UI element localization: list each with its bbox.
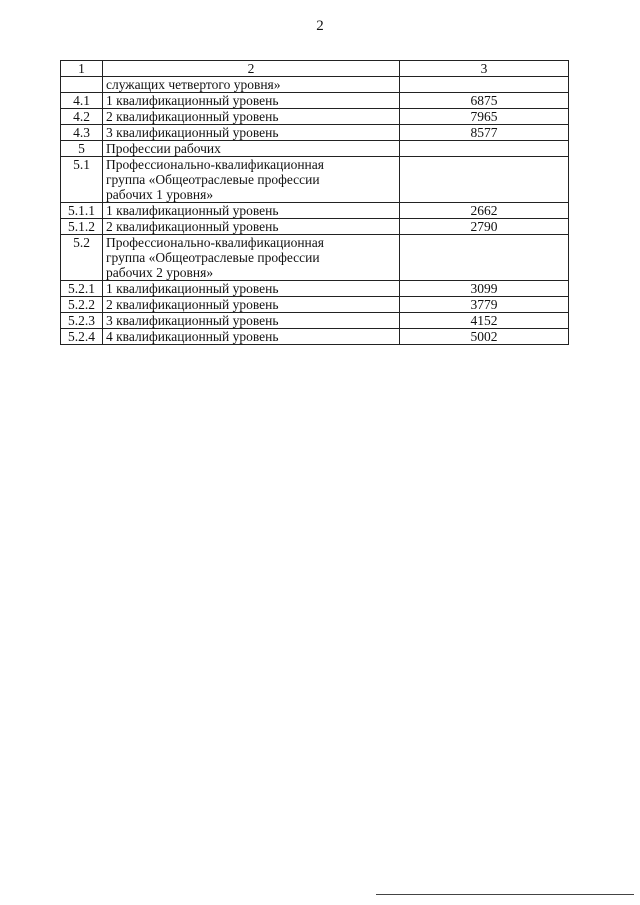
row-number: 5.2.4 bbox=[61, 329, 103, 345]
row-name: 4 квалификационный уровень bbox=[103, 329, 400, 345]
row-name: Профессионально-квалификационная группа «Общеотраслевые профессии рабочих 2 уровня» bbox=[103, 235, 400, 281]
row-value bbox=[400, 157, 569, 203]
salary-table bbox=[60, 60, 569, 345]
row-value: 2662 bbox=[400, 203, 569, 219]
table-row bbox=[61, 109, 569, 125]
row-name: Профессионально-квалификационная группа «Общеотраслевые профессии рабочих 1 уровня» bbox=[103, 157, 400, 203]
table-row bbox=[61, 93, 569, 109]
row-value bbox=[400, 141, 569, 157]
row-number: 5.1.2 bbox=[61, 219, 103, 235]
table-row bbox=[61, 313, 569, 329]
row-name: 3 квалификационный уровень bbox=[103, 313, 400, 329]
row-number: 5.2.1 bbox=[61, 281, 103, 297]
table-row bbox=[61, 297, 569, 313]
row-name: 2 квалификационный уровень bbox=[103, 219, 400, 235]
row-name: 1 квалификационный уровень bbox=[103, 203, 400, 219]
row-value: 5002 bbox=[400, 329, 569, 345]
row-value: 8577 bbox=[400, 125, 569, 141]
table-row bbox=[61, 125, 569, 141]
table-row bbox=[61, 77, 569, 93]
table-row bbox=[61, 281, 569, 297]
row-value: 4152 bbox=[400, 313, 569, 329]
row-value: 2790 bbox=[400, 219, 569, 235]
column-header-2: 2 bbox=[103, 61, 400, 77]
row-name: 3 квалификационный уровень bbox=[103, 125, 400, 141]
row-number: 5.2.2 bbox=[61, 297, 103, 313]
table-row bbox=[61, 157, 569, 203]
row-value: 6875 bbox=[400, 93, 569, 109]
row-name: 1 квалификационный уровень bbox=[103, 281, 400, 297]
table-header-row bbox=[61, 61, 569, 77]
row-value: 3099 bbox=[400, 281, 569, 297]
page-number: 2 bbox=[316, 18, 324, 34]
row-name: 2 квалификационный уровень bbox=[103, 109, 400, 125]
row-value bbox=[400, 77, 569, 93]
row-number: 4.1 bbox=[61, 93, 103, 109]
table-row bbox=[61, 141, 569, 157]
row-number: 5.1 bbox=[61, 157, 103, 203]
column-header-3: 3 bbox=[400, 61, 569, 77]
row-name: Профессии рабочих bbox=[103, 141, 400, 157]
row-value: 7965 bbox=[400, 109, 569, 125]
table-row bbox=[61, 219, 569, 235]
row-name: служащих четвертого уровня» bbox=[103, 77, 400, 93]
row-number: 4.2 bbox=[61, 109, 103, 125]
row-number: 4.3 bbox=[61, 125, 103, 141]
row-number: 5.2 bbox=[61, 235, 103, 281]
column-header-1: 1 bbox=[61, 61, 103, 77]
table-row bbox=[61, 203, 569, 219]
row-number: 5.1.1 bbox=[61, 203, 103, 219]
row-name: 2 квалификационный уровень bbox=[103, 297, 400, 313]
row-number: 5.2.3 bbox=[61, 313, 103, 329]
table-row bbox=[61, 329, 569, 345]
row-name: 1 квалификационный уровень bbox=[103, 93, 400, 109]
bottom-rule bbox=[376, 894, 634, 895]
row-number: 5 bbox=[61, 141, 103, 157]
row-number bbox=[61, 77, 103, 93]
row-value bbox=[400, 235, 569, 281]
table-row bbox=[61, 235, 569, 281]
row-value: 3779 bbox=[400, 297, 569, 313]
